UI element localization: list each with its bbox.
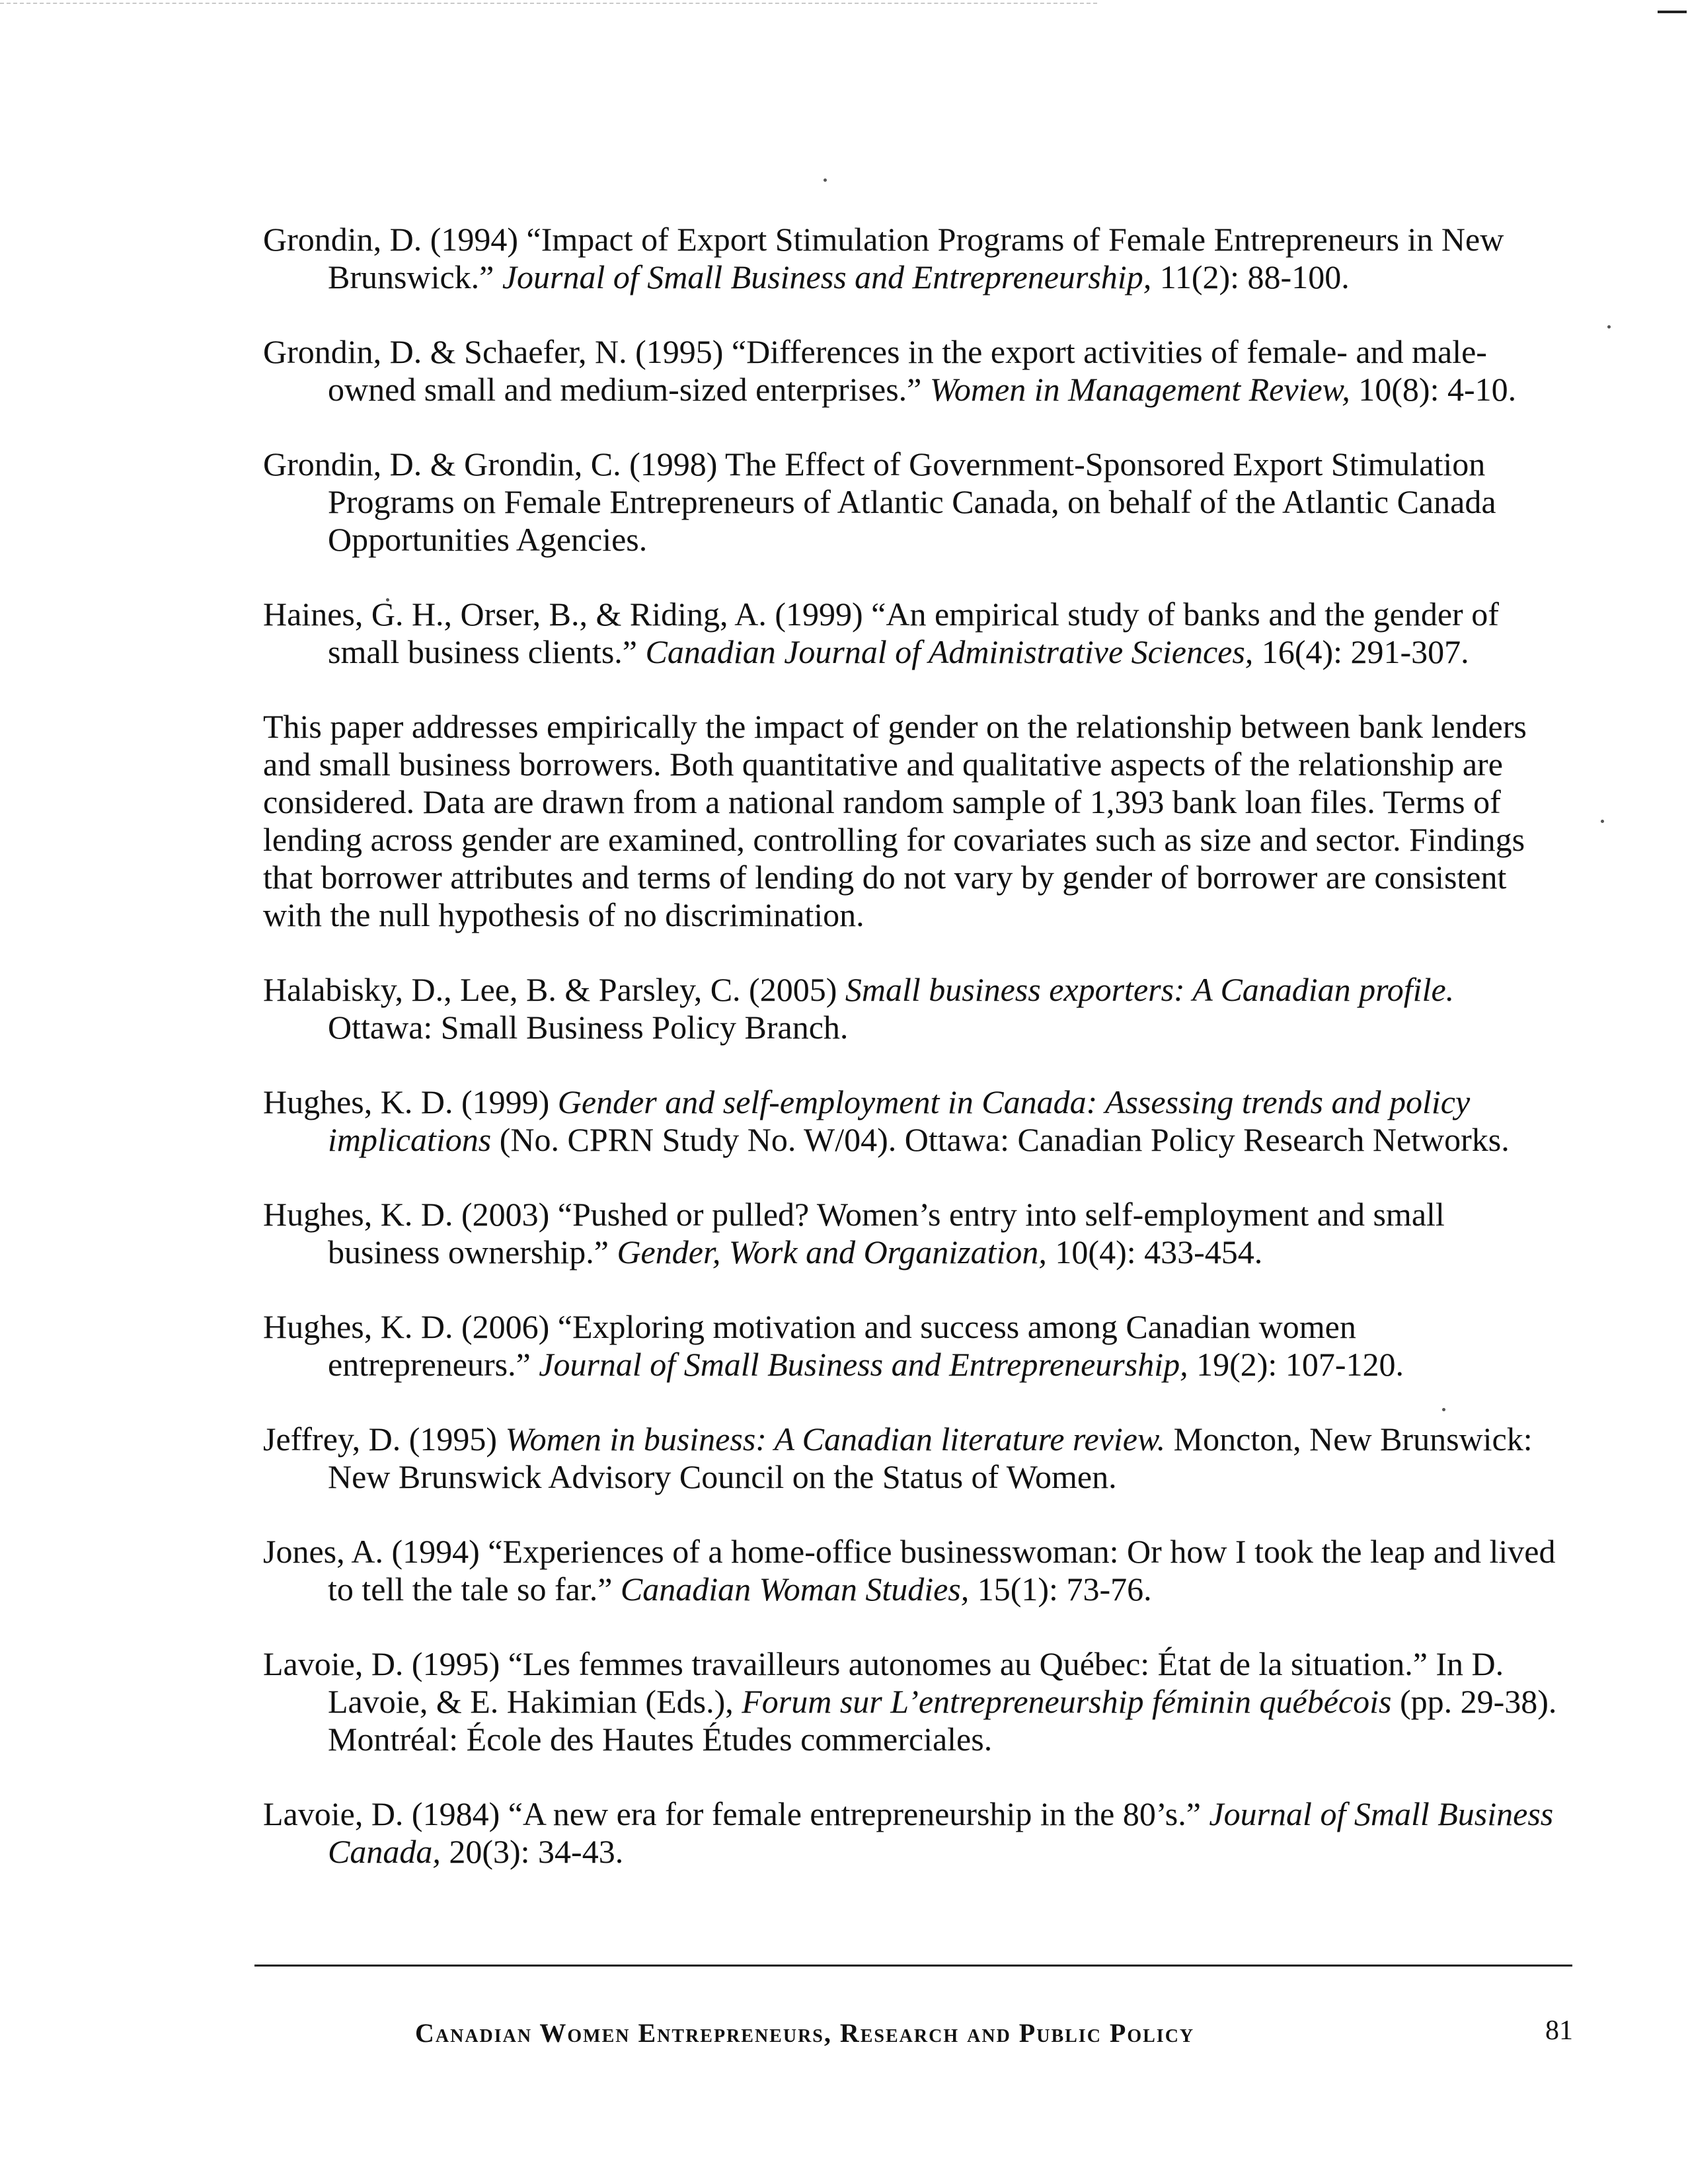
reference-italic-title: Journal of Small Business and Entrepreneurship, <box>502 258 1152 295</box>
reference-text: 20(3): 34-43. <box>440 1833 624 1870</box>
reference-text: 11(2): 88-100. <box>1151 258 1350 295</box>
footer-rule <box>254 1965 1572 1967</box>
reference-entry <box>263 221 1558 296</box>
reference-entry <box>263 1421 1558 1496</box>
reference-text: 16(4): 291-307. <box>1253 633 1469 670</box>
reference-text: Halabisky, D., Lee, B. & Parsley, C. (2005) <box>263 971 845 1008</box>
abstract-paragraph: This paper addresses empirically the impact of gender on the relationship between bank lenders and small business borrowers. Both quantitative and qualitative aspects of the relationship are considered. Data are drawn from a national random sample of 1,393 bank loan files. Terms of lending across gender are examined, controlling for covariates such as size and sector. Findings that borrower attributes and terms of lending do not vary by gender of borrower are consistent with the null hypothesis of no discrimination. <box>263 708 1527 933</box>
reference-italic-title: Canadian Woman Studies, <box>620 1571 970 1608</box>
reference-list <box>263 221 1558 671</box>
reference-text: Hughes, K. D. (2003) “Pushed or pulled? Women’s entry into self-employment and small business ownership.” <box>263 1196 1445 1270</box>
reference-text: Grondin, D. (1994) “Impact of Export Stimulation Programs of Female Entrepreneurs in New Brunswick.” <box>263 221 1504 295</box>
reference-text: Grondin, D. & Schaefer, N. (1995) “Differences in the export activities of female- and male-owned small and medium-sized enterprises.” <box>263 333 1487 408</box>
reference-italic-title: Women in Management Review, <box>929 371 1350 408</box>
reference-text: 19(2): 107-120. <box>1188 1346 1404 1383</box>
reference-text: Moncton, New Brunswick: New Brunswick Advisory Council on the Status of Women. <box>328 1421 1533 1495</box>
scan-speck <box>1607 325 1611 329</box>
reference-text: 10(8): 4-10. <box>1350 371 1517 408</box>
reference-text: (pp. 29-38). Montréal: École des Hautes Études commerciales. <box>328 1683 1557 1758</box>
reference-italic-title: Gender and self-employment in Canada: Assessing trends and policy implications <box>328 1083 1471 1158</box>
reference-text: Haines, G. H., Orser, B., & Riding, A. (1999) “An empirical study of banks and the gender of small business clients.” <box>263 596 1499 670</box>
reference-entry <box>263 1083 1558 1159</box>
reference-list-continued <box>263 971 1558 1871</box>
reference-text: Lavoie, D. (1995) “Les femmes travailleurs autonomes au Québec: État de la situation.” In D. Lavoie, & E. Hakimian (Eds.), <box>263 1645 1504 1720</box>
reference-entry <box>263 971 1558 1046</box>
scan-speck <box>1601 820 1604 823</box>
reference-italic-title: Gender, Work and Organization, <box>617 1233 1047 1270</box>
reference-text: Ottawa: Small Business Policy Branch. <box>328 1009 849 1046</box>
reference-text: Grondin, D. & Grondin, C. (1998) The Effect of Government-Sponsored Export Stimulation Programs on Female Entrepreneurs of Atlantic Canada, on behalf of the Atlantic Canada Opportunities Agencies. <box>263 446 1496 558</box>
reference-entry <box>263 1533 1558 1608</box>
scan-top-edge <box>0 3 1097 4</box>
page-number: 81 <box>1545 2015 1573 2046</box>
reference-text: Lavoie, D. (1984) “A new era for female entrepreneurship in the 80’s.” <box>263 1795 1209 1832</box>
reference-text: Jeffrey, D. (1995) <box>263 1421 506 1458</box>
running-footer-title: Canadian Women Entrepreneurs, Research and Public Policy <box>415 2018 1195 2048</box>
reference-text: (No. CPRN Study No. W/04). Ottawa: Canadian Policy Research Networks. <box>491 1121 1510 1158</box>
reference-italic-title: Canadian Journal of Administrative Sciences, <box>645 633 1254 670</box>
reference-italic-title: Forum sur L’entrepreneurship féminin québécois <box>742 1683 1392 1720</box>
reference-entry <box>263 1645 1558 1758</box>
scan-speck <box>824 178 827 182</box>
reference-text: Jones, A. (1994) “Experiences of a home-office businesswoman: Or how I took the leap and lived to tell the tale so far.” <box>263 1533 1556 1608</box>
reference-entry <box>263 1308 1558 1384</box>
reference-entry <box>263 1196 1558 1271</box>
reference-entry <box>263 1795 1558 1871</box>
references-body <box>263 221 1558 1908</box>
reference-entry <box>263 446 1558 559</box>
reference-italic-title: Journal of Small Business Canada, <box>328 1795 1554 1870</box>
reference-text: 10(4): 433-454. <box>1046 1233 1263 1270</box>
reference-italic-title: Journal of Small Business and Entrepreneurship, <box>539 1346 1188 1383</box>
reference-italic-title: Women in business: A Canadian literature review. <box>505 1421 1166 1458</box>
reference-text: 15(1): 73-76. <box>969 1571 1152 1608</box>
reference-entry <box>263 333 1558 409</box>
reference-italic-title: Small business exporters: A Canadian profile. <box>845 971 1455 1008</box>
reference-text: Hughes, K. D. (2006) “Exploring motivation and success among Canadian women entrepreneurs.” <box>263 1308 1356 1383</box>
reference-text: Hughes, K. D. (1999) <box>263 1083 558 1120</box>
reference-entry <box>263 596 1558 671</box>
scan-edge-mark <box>1658 11 1687 13</box>
